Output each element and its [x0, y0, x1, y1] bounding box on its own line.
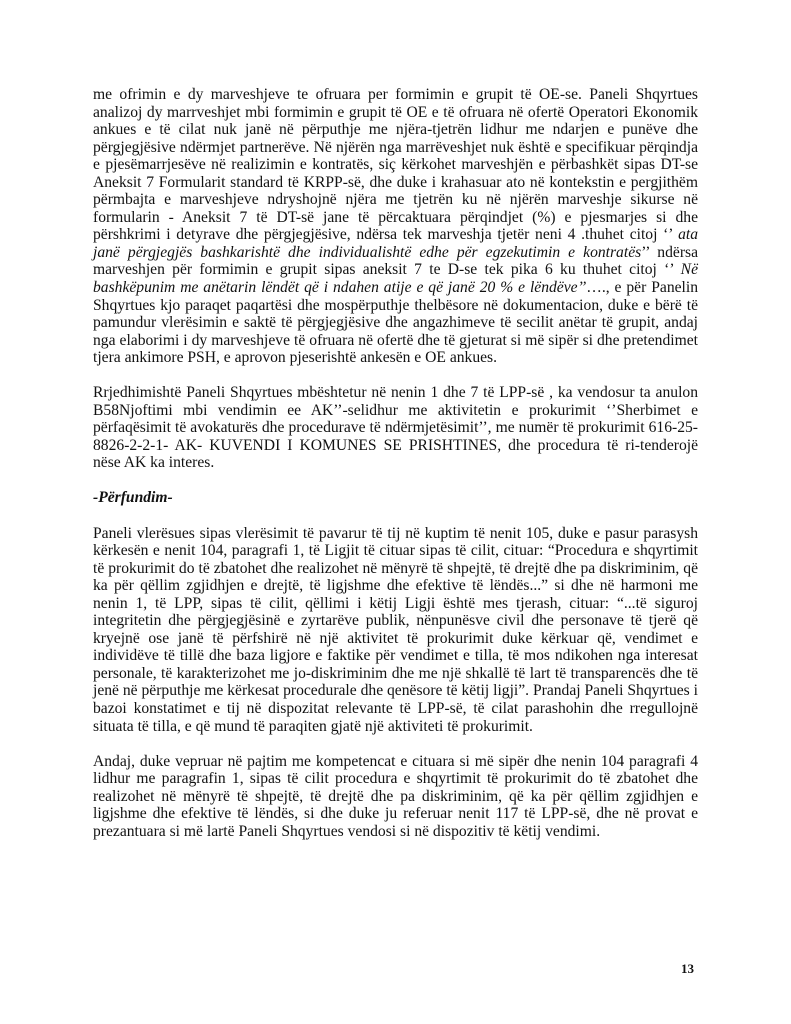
findings-text-3: …., e për Panelin Shqyrtues kjo paraqet paqartësi dhe mospërputhje thelbësore në dokumentacion, duke e bërë të pamundur vlerësimin e saktë të përgjegjësive dhe angazhimeve të secilit anëtar të grupit, andaj nga elaborimi i dy marveshjeve të ofruara në ofertë dhe të gjeturat si më sipër si dhe pretendimet tjera ankimore PSH, e aprovon pjeserishtë ankesën e OE ankues.: [93, 279, 698, 367]
findings-text-1: me ofrimin e dy marveshjeve te ofruara per formimin e grupit të OE-se. Paneli Shqyrtues analizoj dy marrveshjet mbi formimin e grupit të OE e të ofruara në ofertë Operatori Ekonomik ankues e të cilat nuk janë në përputhje me njëra-tjetrën lidhur me ndarjen e punëve dhe përgjegjësive ndërmjet partnerëve. Në njërën nga marrëveshjet nuk është e specifikuar përqindja e pjesëmarrjesëve në realizimin e kontratës, siç kërkohet marveshjën e përbashkët sipas DT-se Aneksit 7 Formularit standard të KRPP-së, dhe duke i krahasuar ato në kontekstin e pergjithëm përmbajta e marveshjeve ndryshojnë njëra me tjetrën ku në njërën marveshje sikurse në formularin - Aneksit 7 të DT-së jane të përcaktuara përqindjet (%) e pjesmarjes si dhe përshkrimi i detyrave dhe përgjegjësive, ndërsa tek marveshja tjetër neni 4 .thuhet citoj ‘’: [93, 86, 698, 244]
findings-text-2: ’’ ndërsa marveshjen për formimin e grupit sipas aneksit 7 te D-se tek pika 6 ku thuhet citoj ‘’: [93, 243, 698, 279]
page-number: 13: [681, 961, 694, 976]
findings-quote-2: Në bashkëpunim me anëtarin lëndët që i ndahen atije e që janë 20 % e lëndëve’’: [93, 261, 698, 297]
paragraph-conclusion-2: Andaj, duke vepruar në pajtim me kompetencat e cituara si më sipër dhe nenin 104 paragrafi 4 lidhur me paragrafin 1, sipas të cilit procedura e shqyrtimit të prokurimit do të zbatohet dhe realizohet në mënyrë të shpejtë, të drejtë dhe pa diskriminim, që ka për qëllim zgjidhjen e ligjshme dhe efektive të lëndës, si dhe duke ju referuar nenit 117 të LPP-së, dhe në provat e prezantuara si më lartë Paneli Shqyrtues vendosi si në dispozitiv të këtij vendimi.: [93, 752, 698, 840]
paragraph-decision: [93, 384, 698, 472]
paragraph-conclusion-1: Paneli vlerësues sipas vlerësimit të pavarur të tij në kuptim të nenit 105, duke e pasur parasysh kërkesën e nenit 104, paragrafi 1, të Ligjit të cituar sipas të cilit, cituar: “Procedura e shqyrtimit të prokurimit do të zbatohet dhe realizohet në mënyrë të shpejtë, të drejtë dhe pa diskriminim, që ka për qëllim zgjidhjen e drejtë, të ligjshme dhe efektive të lëndës...” si dhe në harmoni me nenin 1, të LPP, sipas të cilit, qëllimi i këtij Ligji është mes tjerash, cituar: “...të siguroj integritetin dhe përgjegjësinë e zyrtarëve publik, nënpunësve civil dhe personave të tjerë që kryejnë ose janë të përfshirë në një aktivitet të prokurimit duke kërkuar që, vendimet e individëve të tillë dhe baza ligjore e faktike për vendimet e tilla, të mos ndikohen nga interesat personale, të karakterizohet me jo-diskriminim dhe me një shkallë të lart të transparencës dhe të jenë në përputhje me kërkesat procedurale dhe qenësore të këtij ligji”. Prandaj Paneli Shqyrtues i bazoi konstatimet e tij në dispozitat relevante të LPP-së, të cilat parashohin dhe rregullojnë situata të tilla, e që mund të paraqiten gjatë një aktiviteti të prokurimit.: [93, 524, 698, 735]
section-heading-conclusion: -Përfundim-: [93, 489, 173, 507]
decision-text: Rrjedhimishtë Paneli Shqyrtues mbështetur në nenin 1 dhe 7 të LPP-së , ka vendosur ta anulon B58Njoftimi mbi vendimin ee AK’’-selidhur me aktivitetin e prokurimit ‘’Sherbimet e përfaqësimit të avokaturës dhe procedurave të ndërmjetësimit’’, me numër të prokurimit 616-25-8826-2-2-1- AK- KUVENDI I KOMUNES SE PRISHTINES, dhe procedura të ri-tenderojë nëse AK ka interes.: [93, 384, 698, 472]
findings-quote-1: ata janë përgjegjës bashkarishtë dhe individualishtë edhe për egzekutimin e kontratës: [93, 226, 698, 261]
paragraph-findings: [93, 86, 698, 367]
document-page: [93, 86, 698, 858]
